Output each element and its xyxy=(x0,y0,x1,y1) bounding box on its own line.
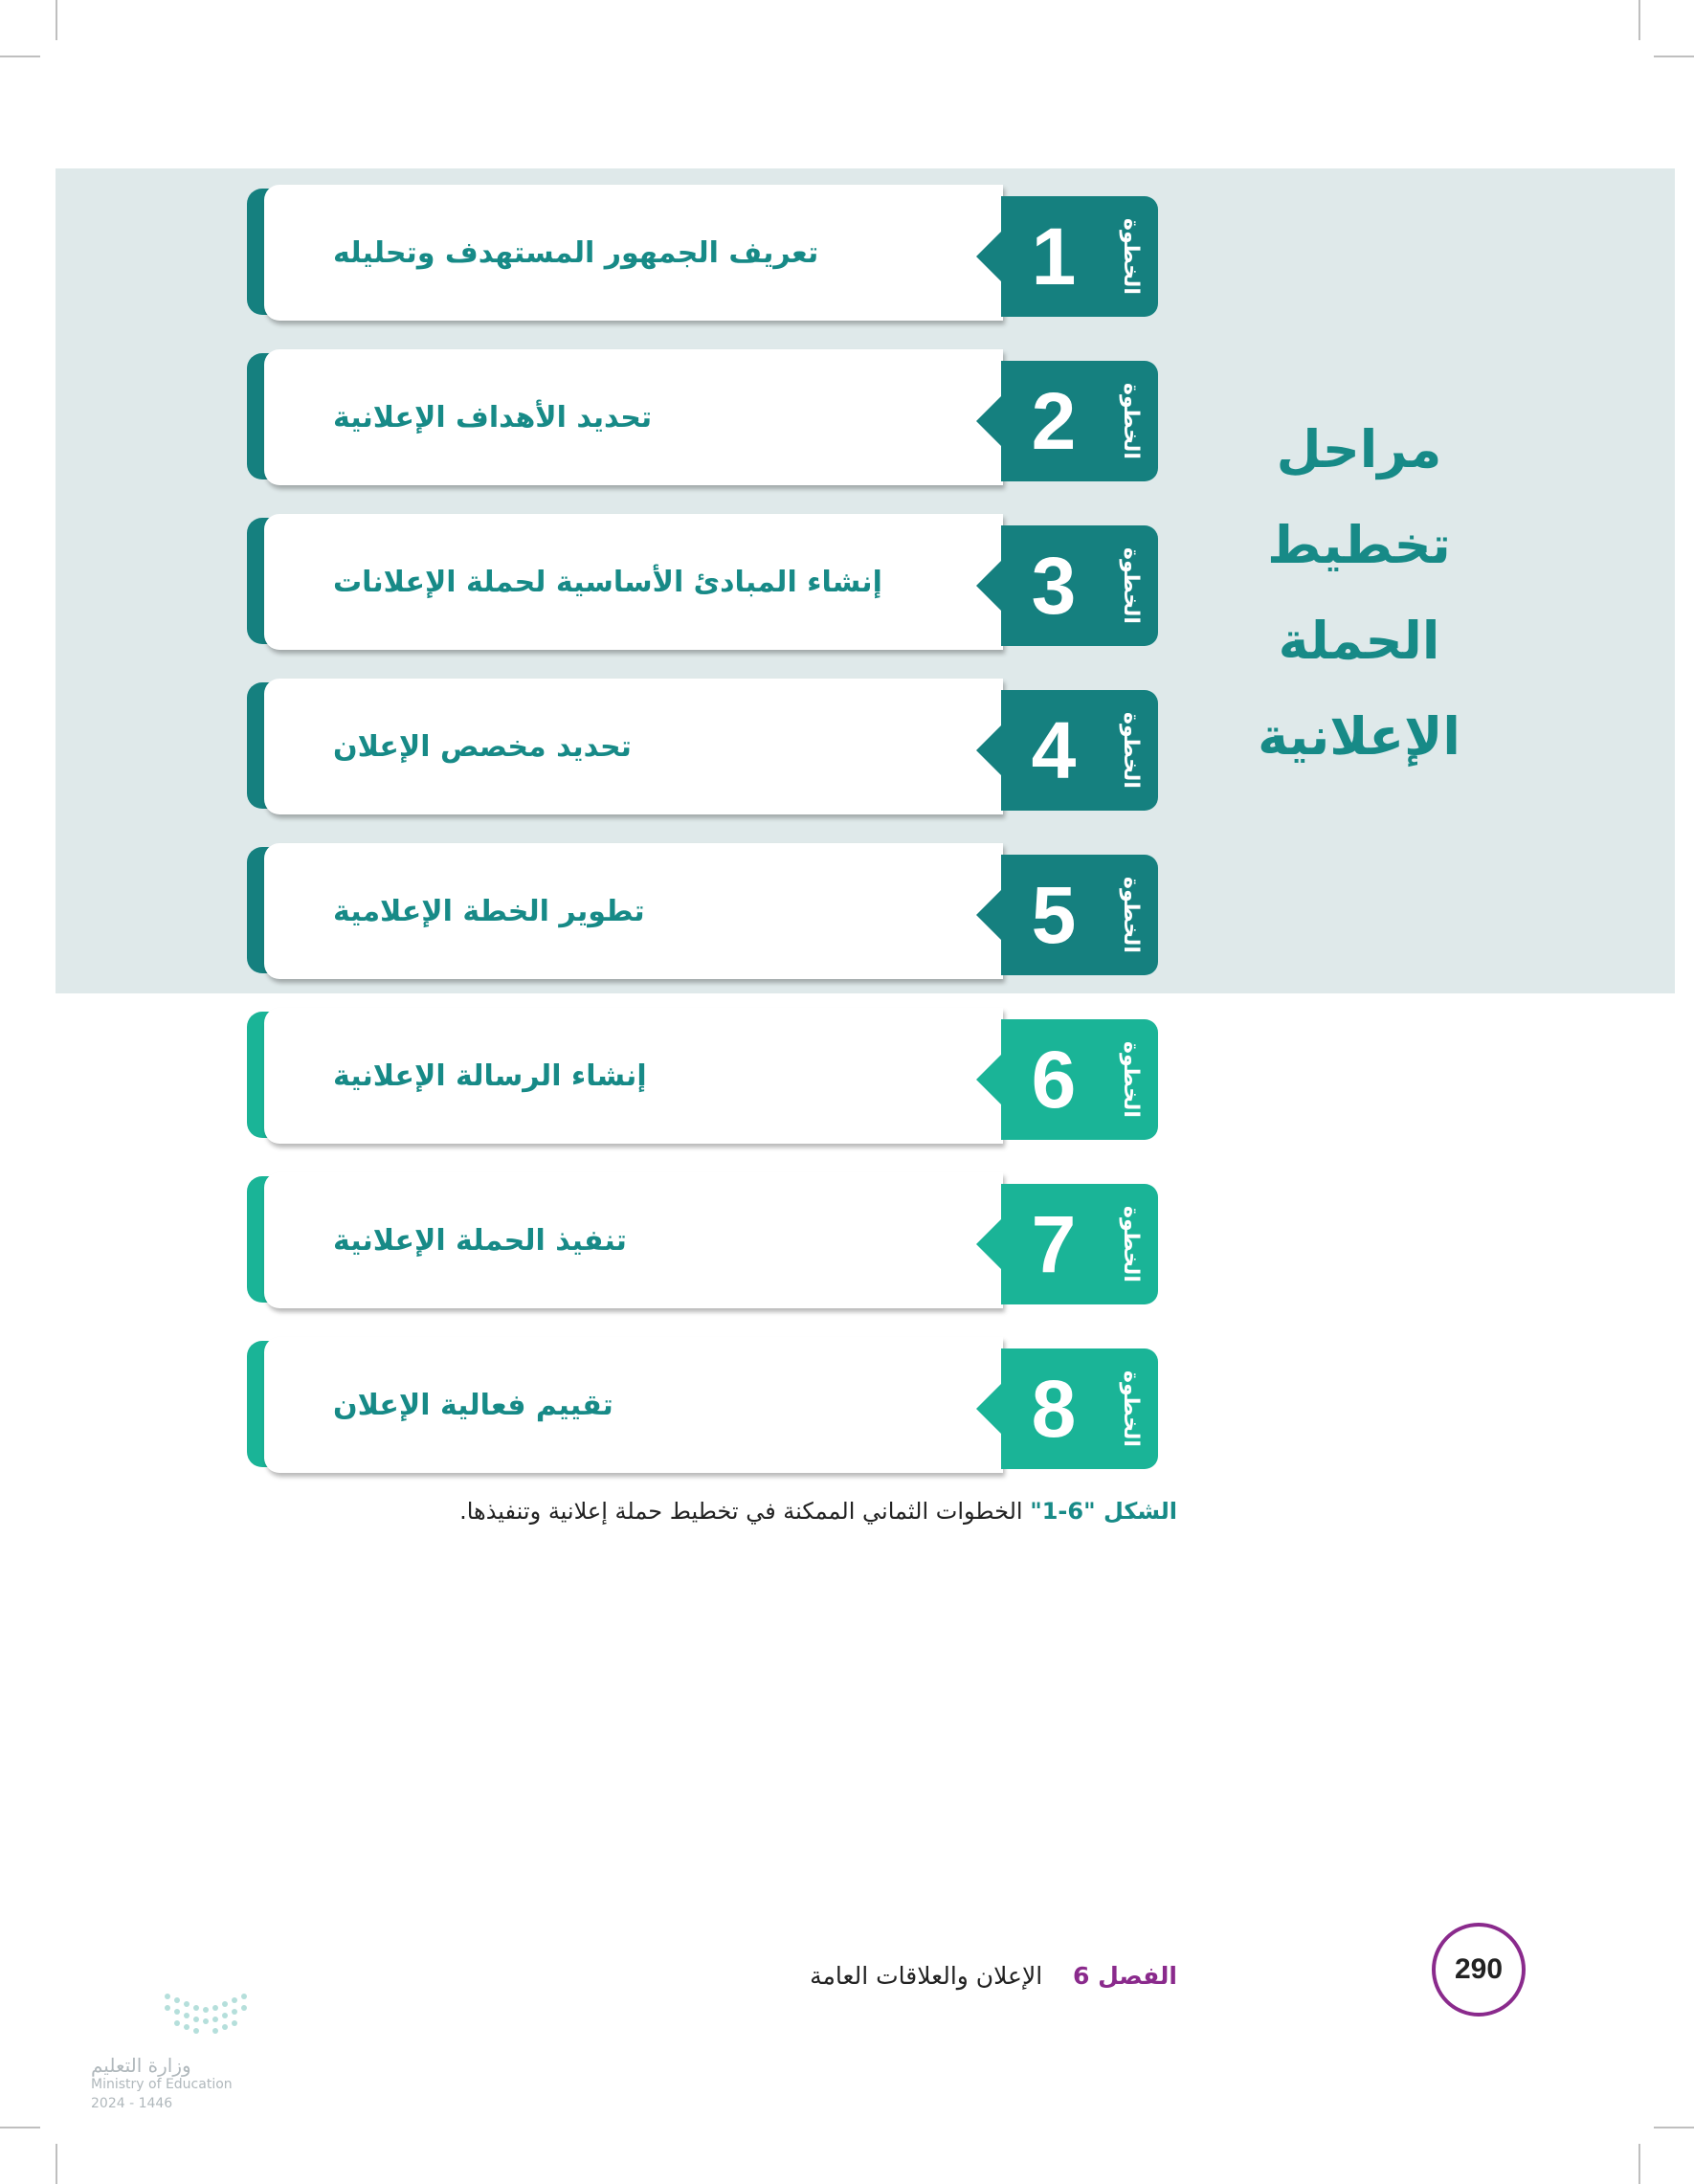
step-number: 6 xyxy=(1031,1035,1077,1125)
crop-mark xyxy=(56,2144,57,2184)
step-card xyxy=(264,843,1003,979)
step-item-8 xyxy=(247,1337,1158,1477)
page-number: 290 xyxy=(1432,1923,1526,2017)
step-word: الخطوة xyxy=(1119,1371,1143,1447)
step-card xyxy=(264,1337,1003,1473)
step-item-4 xyxy=(247,679,1158,818)
crop-mark xyxy=(1638,0,1640,40)
ministry-name-english: Ministry of Education xyxy=(91,2077,233,2092)
step-text: تعريف الجمهور المستهدف وتحليله xyxy=(333,235,819,270)
side-title-line: مراحل xyxy=(1276,419,1442,479)
step-number: 5 xyxy=(1031,870,1077,960)
arrow-notch xyxy=(976,1053,1003,1106)
step-card xyxy=(264,679,1003,814)
step-card xyxy=(264,514,1003,650)
arrow-notch xyxy=(976,724,1003,777)
step-tab xyxy=(1001,196,1158,317)
step-word: الخطوة xyxy=(1119,877,1143,953)
arrow-notch xyxy=(976,230,1003,283)
step-number: 4 xyxy=(1031,705,1077,795)
arrow-notch xyxy=(976,1217,1003,1271)
step-tab xyxy=(1001,1348,1158,1469)
arrow-notch xyxy=(976,559,1003,613)
arrow-notch xyxy=(976,394,1003,448)
step-text: إنشاء الرسالة الإعلانية xyxy=(333,1059,647,1093)
step-tab xyxy=(1001,361,1158,481)
step-text: تحديد الأهداف الإعلانية xyxy=(333,400,653,435)
step-card xyxy=(264,185,1003,321)
step-card xyxy=(264,1172,1003,1308)
step-text: تطوير الخطة الإعلامية xyxy=(333,894,645,928)
step-item-1 xyxy=(247,185,1158,324)
step-item-5 xyxy=(247,843,1158,983)
step-card xyxy=(264,1008,1003,1144)
step-number: 2 xyxy=(1031,376,1077,466)
chapter-footer xyxy=(670,1957,1177,1995)
side-title-line: تخطيط xyxy=(1267,515,1451,575)
step-tab xyxy=(1001,1184,1158,1304)
step-word: الخطوة xyxy=(1119,1041,1143,1118)
side-title-line: الإعلانية xyxy=(1258,706,1460,767)
step-number: 8 xyxy=(1031,1364,1077,1454)
crop-mark xyxy=(1654,56,1694,57)
chapter-label: الفصل 6 xyxy=(1072,1962,1177,1990)
step-tab xyxy=(1001,690,1158,811)
figure-caption xyxy=(364,1498,1177,1525)
step-text: تحديد مخصص الإعلان xyxy=(333,729,632,764)
step-word: الخطوة xyxy=(1119,218,1143,295)
crop-mark xyxy=(56,0,57,40)
crop-mark xyxy=(1638,2144,1640,2184)
ministry-year: 2024 - 1446 xyxy=(91,2096,173,2111)
step-number: 3 xyxy=(1031,541,1077,631)
ministry-name-arabic: وزارة التعليم xyxy=(91,2054,191,2077)
side-title-line: الحملة xyxy=(1278,611,1440,671)
ministry-logo-text xyxy=(91,2056,254,2113)
figure-caption-text: الخطوات الثماني الممكنة في تخطيط حملة إعلانية وتنفيذها. xyxy=(459,1498,1031,1525)
step-item-7 xyxy=(247,1172,1158,1312)
step-word: الخطوة xyxy=(1119,1206,1143,1282)
step-word: الخطوة xyxy=(1119,547,1143,624)
chapter-title: الإعلان والعلاقات العامة xyxy=(810,1962,1043,1990)
step-item-6 xyxy=(247,1008,1158,1148)
figure-caption-label: الشكل "6-1" xyxy=(1030,1498,1177,1525)
crop-mark xyxy=(0,2127,40,2128)
step-text: إنشاء المبادئ الأساسية لحملة الإعلانات xyxy=(333,565,882,599)
step-number: 1 xyxy=(1031,212,1077,301)
step-word: الخطوة xyxy=(1119,383,1143,459)
step-item-3 xyxy=(247,514,1158,654)
step-tab xyxy=(1001,525,1158,646)
step-word: الخطوة xyxy=(1119,712,1143,789)
figure-side-title xyxy=(1235,402,1483,785)
arrow-notch xyxy=(976,1382,1003,1436)
crop-mark xyxy=(0,56,40,57)
step-number: 7 xyxy=(1031,1199,1077,1289)
step-item-2 xyxy=(247,349,1158,489)
crop-mark xyxy=(1654,2127,1694,2128)
arrow-notch xyxy=(976,888,1003,942)
step-tab xyxy=(1001,855,1158,975)
step-text: تنفيذ الحملة الإعلانية xyxy=(333,1223,627,1258)
step-text: تقييم فعالية الإعلان xyxy=(333,1388,613,1422)
step-tab xyxy=(1001,1019,1158,1140)
step-card xyxy=(264,349,1003,485)
